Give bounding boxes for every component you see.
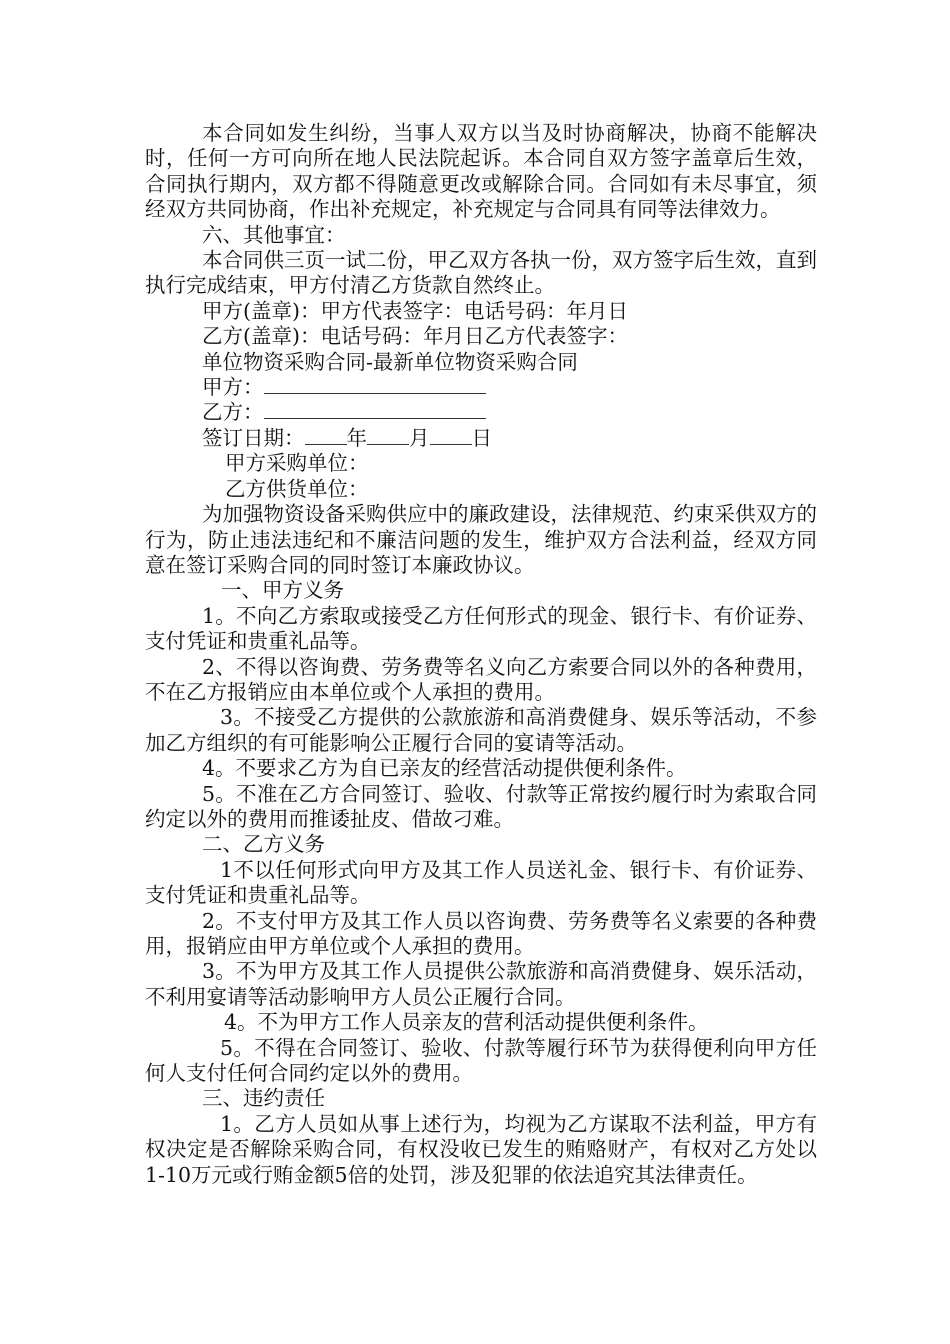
liability-clause-1: 1。乙方人员如从事上述行为，均视为乙方谋取不法利益，甲方有权决定是否解除采购合同，有权没收已发生的贿赂财产，有权对乙方处以1-10万元或行贿金额5倍的处罚，涉及犯罪的依法追究其法律责任。 xyxy=(145,1111,817,1187)
paragraph-dispute: 本合同如发生纠纷，当事人双方以当及时协商解决，协商不能解决时，任何一方可向所在地人民法院起诉。本合同自双方签字盖章后生效，合同执行期内，双方都不得随意更改或解除合同。合同如有未尽事宜，须经双方共同协商，作出补充规定，补充规定与合同具有同等法律效力。 xyxy=(145,121,817,222)
supplying-unit-label: 乙方供货单位： xyxy=(225,476,369,501)
year-label: 年 xyxy=(346,425,367,450)
party-b-label: 乙方： xyxy=(202,400,264,425)
section-heading-party-a-duties: 一、甲方义务 xyxy=(221,578,344,603)
party-a-field xyxy=(145,375,817,400)
party-b-field xyxy=(145,400,817,425)
party-a-duty-4: 4。不要求乙方为自已亲友的经营活动提供便利条件。 xyxy=(202,756,687,781)
document-title: 单位物资采购合同-最新单位物资采购合同 xyxy=(202,349,578,374)
signing-date-field xyxy=(145,426,817,451)
section-heading-liability: 三、违约责任 xyxy=(202,1086,325,1111)
signature-line-party-b: 乙方(盖章)：电话号码：年月日乙方代表签字： xyxy=(202,324,628,349)
party-b-duty-2: 2。不支付甲方及其工作人员以咨询费、劳务费等名义索要的各种费用，报销应由甲方单位或个人承担的费用。 xyxy=(145,908,817,958)
signing-date-label: 签订日期： xyxy=(202,425,305,450)
party-a-duty-5: 5。不准在乙方合同签订、验收、付款等正常按约履行时为索取合同约定以外的费用而推诿扯皮、借故刁难。 xyxy=(145,781,817,831)
party-a-label: 甲方： xyxy=(202,375,264,400)
party-a-duty-2: 2、不得以咨询费、劳务费等名义向乙方索要合同以外的各种费用，不在乙方报销应由本单位或个人承担的费用。 xyxy=(145,654,817,704)
party-a-duty-3: 3。不接受乙方提供的公款旅游和高消费健身、娱乐等活动，不参加乙方组织的有可能影响公正履行合同的宴请等活动。 xyxy=(145,705,817,755)
party-b-duty-3: 3。不为甲方及其工作人员提供公款旅游和高消费健身、娱乐活动，不利用宴请等活动影响甲方人员公正履行合同。 xyxy=(145,959,817,1009)
paragraph-copies: 本合同供三页一试二份，甲乙双方各执一份，双方签字后生效，直到执行完成结束，甲方付清乙方货款自然终止。 xyxy=(145,248,817,298)
day-blank xyxy=(430,426,472,445)
signature-line-party-a: 甲方(盖章)：甲方代表签字：电话号码：年月日 xyxy=(202,298,628,323)
document-page xyxy=(145,121,817,1188)
section-heading-other-matters: 六、其他事宜： xyxy=(202,222,346,247)
section-heading-party-b-duties: 二、乙方义务 xyxy=(202,832,325,857)
party-b-duty-4: 4。不为甲方工作人员亲友的营利活动提供便利条件。 xyxy=(224,1010,709,1035)
paragraph-integrity-purpose: 为加强物资设备采购供应中的廉政建设，法律规范、约束采供双方的行为，防止违法违纪和不廉洁问题的发生，维护双方合法利益，经双方同意在签订采购合同的同时签订本廉政协议。 xyxy=(145,502,817,577)
month-blank xyxy=(367,426,409,445)
purchasing-unit-label: 甲方采购单位： xyxy=(225,451,369,476)
month-label: 月 xyxy=(409,425,430,450)
year-blank xyxy=(305,426,347,445)
party-a-blank xyxy=(264,375,486,394)
party-a-duty-1: 1。不向乙方索取或接受乙方任何形式的现金、银行卡、有价证券、支付凭证和贵重礼品等。 xyxy=(145,603,817,654)
party-b-duty-1: 1不以任何形式向甲方及其工作人员送礼金、银行卡、有价证券、支付凭证和贵重礼品等。 xyxy=(145,857,817,908)
party-b-blank xyxy=(264,400,486,419)
day-label: 日 xyxy=(471,425,492,450)
party-b-duty-5: 5。不得在合同签订、验收、付款等履行环节为获得便利向甲方任何人支付任何合同约定以外的费用。 xyxy=(145,1035,817,1086)
